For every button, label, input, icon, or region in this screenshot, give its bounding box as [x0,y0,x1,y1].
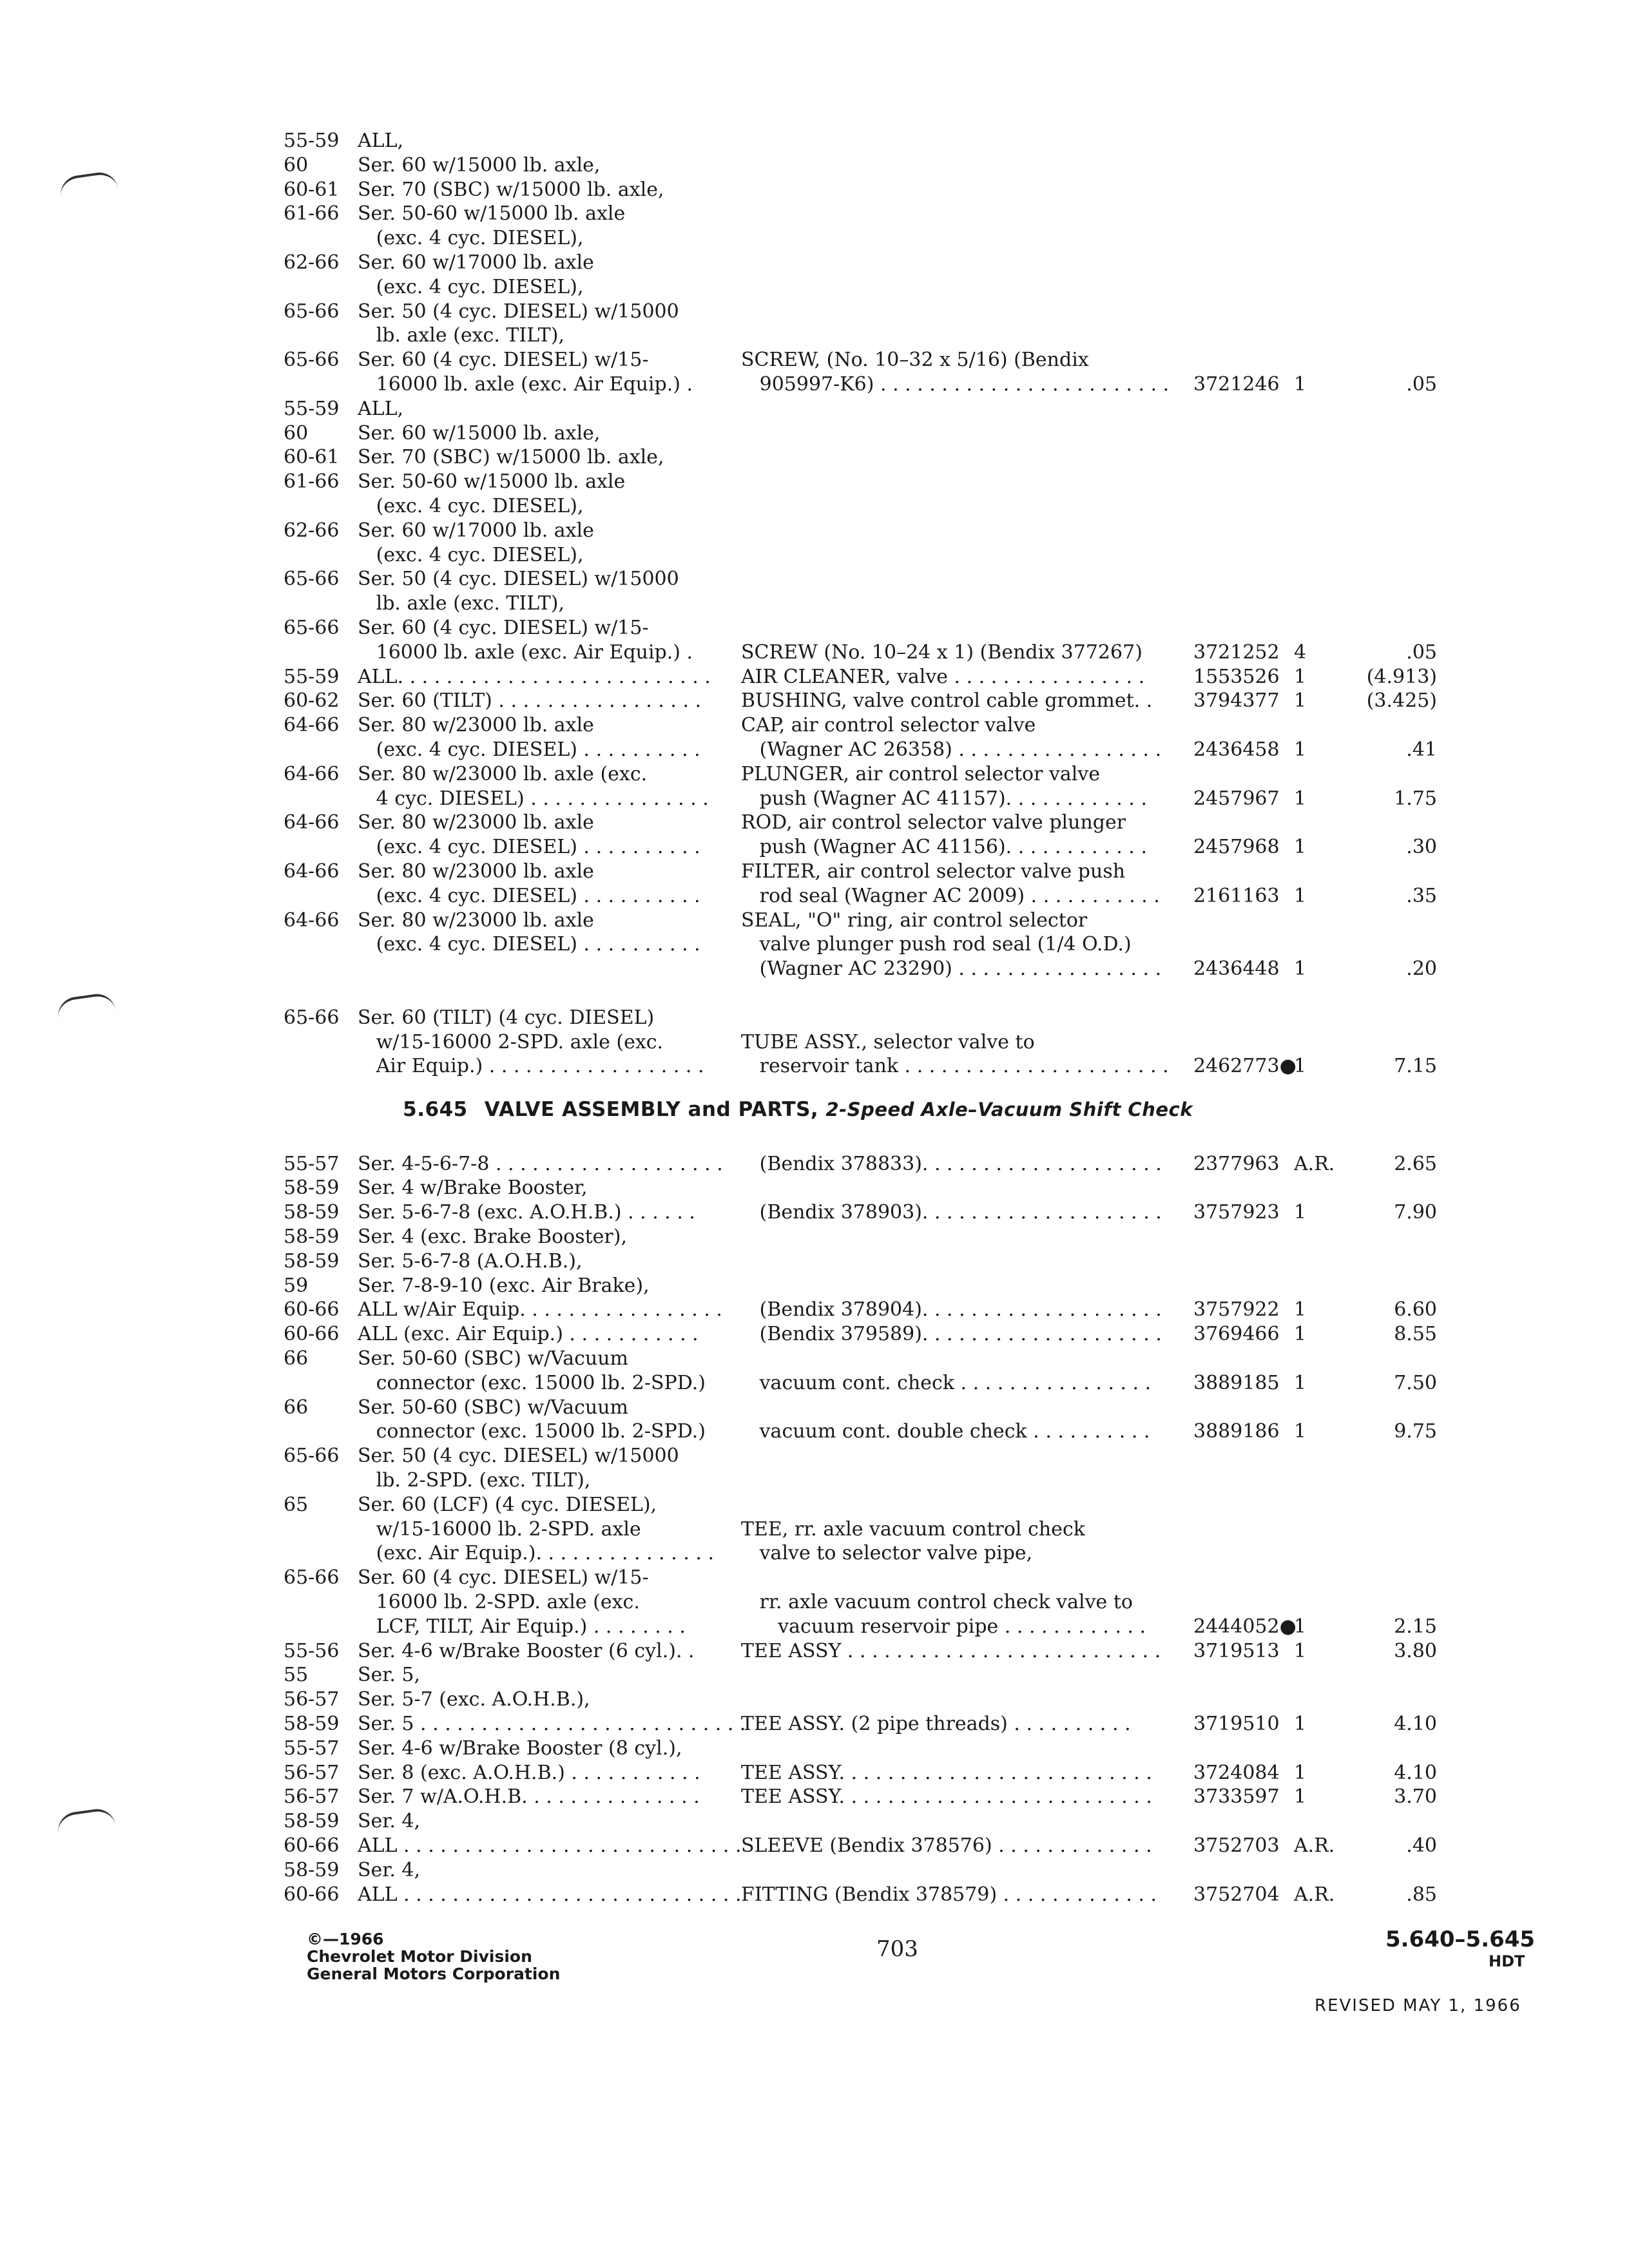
part-description: SCREW, (No. 10–32 x 5/16) (Bendix [741,349,1089,371]
quantity: 1 [1294,1201,1307,1224]
application-text: lb. axle (exc. TILT), [358,592,565,615]
part-description: TUBE ASSY., selector valve to [741,1031,1035,1053]
part-number: 3794377 [1193,689,1280,712]
part-description: 905997-K6) . . . . . . . . . . . . . . . . . . . . . . . . [741,373,1170,396]
quantity: A.R. [1294,1883,1335,1906]
model-years: 65-66 [284,1566,340,1589]
application-text: connector (exc. 15000 lb. 2-SPD.) [358,1372,706,1394]
application-text: Ser. 7 w/A.O.H.B. . . . . . . . . . . . . . . [358,1785,700,1808]
model-years: 60-61 [284,178,340,201]
application-text: ALL w/Air Equip. . . . . . . . . . . . . . . . . [358,1298,722,1321]
model-years: 64-66 [284,714,340,736]
application-text: (exc. 4 cyc. DIESEL) . . . . . . . . . . [358,836,700,858]
quantity: 1 [1294,1055,1307,1077]
application-text: Ser. 80 w/23000 lb. axle [358,909,594,932]
model-years: 55-57 [284,1153,340,1175]
application-text: Ser. 80 w/23000 lb. axle [358,811,594,834]
application-text: (exc. 4 cyc. DIESEL), [358,544,584,566]
application-text: Ser. 80 w/23000 lb. axle [358,860,594,883]
model-years: 64-66 [284,763,340,785]
application-text: 16000 lb. 2-SPD. axle (exc. [358,1591,640,1613]
part-description: valve to selector valve pipe, [741,1542,1033,1564]
application-text: Ser. 5 . . . . . . . . . . . . . . . . . . . . . . . . . . . [358,1713,746,1735]
part-number: 3752703 [1193,1834,1280,1857]
model-years: 60-61 [284,446,340,468]
section-heading [374,1075,1193,1144]
application-text: Ser. 5-6-7-8 (exc. A.O.H.B.) . . . . . . [358,1201,695,1224]
part-description: TEE ASSY. . . . . . . . . . . . . . . . . . . . . . . . . . [741,1785,1152,1808]
model-years: 62-66 [284,519,340,542]
model-years: 60-62 [284,689,340,712]
part-number: 2436458 [1193,738,1280,761]
part-description: vacuum cont. check . . . . . . . . . . . . . . . . [741,1372,1152,1394]
quantity: 1 [1294,787,1307,810]
application-text: ALL, [358,130,404,152]
part-description: TEE ASSY . . . . . . . . . . . . . . . . . . . . . . . . . . [741,1640,1161,1662]
application-text: Ser. 4 (exc. Brake Booster), [358,1225,627,1248]
model-years: 58-59 [284,1225,340,1248]
part-description: reservoir tank . . . . . . . . . . . . . . . . . . . . . . [741,1055,1169,1077]
application-text: w/15-16000 lb. 2-SPD. axle [358,1518,641,1541]
part-number: 2457968 [1193,836,1280,858]
application-text: Ser. 80 w/23000 lb. axle [358,714,594,736]
part-description: (Bendix 378903). . . . . . . . . . . . . . . . . . . . [741,1201,1162,1224]
part-number: 3719510 [1193,1713,1280,1735]
part-number: 3889186 [1193,1420,1280,1443]
part-description: vacuum cont. double check . . . . . . . . . . [741,1420,1150,1443]
part-description: ROD, air control selector valve plunger [741,811,1126,834]
section-title-main: VALVE ASSEMBLY and PARTS, [484,1098,826,1121]
quantity: A.R. [1294,1153,1335,1175]
quantity: 1 [1294,885,1307,907]
application-text: LCF, TILT, Air Equip.) . . . . . . . . [358,1615,686,1638]
model-years: 56-57 [284,1688,340,1711]
quantity: 1 [1294,957,1307,980]
part-description: SLEEVE (Bendix 378576) . . . . . . . . . . . . . [741,1834,1152,1857]
application-text: (exc. 4 cyc. DIESEL) . . . . . . . . . . [358,933,700,956]
part-number: 2462773● [1193,1055,1296,1077]
application-text: Ser. 80 w/23000 lb. axle (exc. [358,763,648,785]
punch-hole-mark [55,992,115,1019]
application-text: Ser. 60 w/17000 lb. axle [358,251,594,274]
model-years: 60-66 [284,1298,340,1321]
application-text: (exc. Air Equip.). . . . . . . . . . . . . . . [358,1542,715,1564]
application-text: w/15-16000 2-SPD. axle (exc. [358,1031,664,1053]
model-years: 58-59 [284,1177,340,1199]
model-years: 65-66 [284,617,340,639]
application-text: ALL, [358,398,404,420]
model-years: 55-59 [284,398,340,420]
model-years: 64-66 [284,811,340,834]
application-text: 16000 lb. axle (exc. Air Equip.) . [358,641,693,664]
revision-date: REVISED MAY 1, 1966 [1315,1996,1521,2015]
model-years: 58-59 [284,1250,340,1273]
part-description: vacuum reservoir pipe . . . . . . . . . . . . [741,1615,1146,1638]
model-years: 65-66 [284,568,340,590]
application-text: Ser. 4, [358,1859,421,1881]
part-description: TEE ASSY. (2 pipe threads) . . . . . . . . . . [741,1713,1131,1735]
application-text: Ser. 50 (4 cyc. DIESEL) w/15000 [358,1445,679,1467]
copyright-text: ©—1966 [307,1930,384,1948]
application-text: Ser. 50 (4 cyc. DIESEL) w/15000 [358,300,679,323]
application-text: Ser. 70 (SBC) w/15000 lb. axle, [358,178,664,201]
model-years: 65-66 [284,1006,340,1029]
application-text: Ser. 50 (4 cyc. DIESEL) w/15000 [358,568,679,590]
part-description: AIR CLEANER, valve . . . . . . . . . . . . . . . . [741,666,1145,688]
model-years: 55 [284,1664,309,1686]
quantity: 1 [1294,836,1307,858]
application-text: Air Equip.) . . . . . . . . . . . . . . . . . . [358,1055,704,1077]
model-years: 58-59 [284,1713,340,1735]
punch-hole-mark [55,1807,115,1834]
part-number: 3757923 [1193,1201,1280,1224]
part-number: 2457967 [1193,787,1280,810]
part-number: 3721246 [1193,373,1280,396]
application-text: Ser. 5-6-7-8 (A.O.H.B.), [358,1250,583,1273]
part-description: (Bendix 378904). . . . . . . . . . . . . . . . . . . . [741,1298,1162,1321]
application-text: Ser. 60 (4 cyc. DIESEL) w/15- [358,349,649,371]
quantity: 1 [1294,1640,1307,1662]
application-text: Ser. 60 w/15000 lb. axle, [358,422,601,445]
part-number: 3719513 [1193,1640,1280,1662]
quantity: 1 [1294,1298,1307,1321]
model-years: 55-59 [284,130,340,152]
model-years: 60 [284,154,309,177]
application-text: Ser. 4, [358,1810,421,1832]
model-years: 65-66 [284,1445,340,1467]
application-text: (exc. 4 cyc. DIESEL), [358,495,584,517]
model-years: 55-59 [284,666,340,688]
corporation-text: General Motors Corporation [307,1965,561,1983]
application-text: ALL. . . . . . . . . . . . . . . . . . . . . . . . . . [358,666,711,688]
model-years: 58-59 [284,1859,340,1881]
part-number: 2436448 [1193,957,1280,980]
model-years: 55-56 [284,1640,340,1662]
model-years: 59 [284,1274,309,1297]
application-text: lb. 2-SPD. (exc. TILT), [358,1469,591,1492]
application-text: Ser. 50-60 (SBC) w/Vacuum [358,1396,628,1419]
application-text: ALL . . . . . . . . . . . . . . . . . . . . . . . . . . . . [358,1834,742,1857]
quantity: 1 [1294,1420,1307,1443]
model-years: 56-57 [284,1785,340,1808]
model-years: 65-66 [284,300,340,323]
application-text: Ser. 8 (exc. A.O.H.B.) . . . . . . . . . . . [358,1762,700,1784]
part-description: PLUNGER, air control selector valve [741,763,1101,785]
application-text: Ser. 4-6 w/Brake Booster (6 cyl.). . [358,1640,695,1662]
part-number: 2444052● [1193,1615,1296,1638]
section-title-sub: 2-Speed Axle–Vacuum Shift Check [825,1099,1193,1120]
catalog-code: HDT [1489,1952,1525,1970]
part-description: valve plunger push rod seal (1/4 O.D.) [741,933,1132,956]
part-number: 3724084 [1193,1762,1280,1784]
quantity: 1 [1294,689,1307,712]
quantity: 1 [1294,1372,1307,1394]
model-years: 64-66 [284,860,340,883]
model-years: 64-66 [284,909,340,932]
application-text: Ser. 60 (4 cyc. DIESEL) w/15- [358,1566,649,1589]
model-years: 58-59 [284,1201,340,1224]
model-years: 66 [284,1347,309,1370]
model-years: 55-57 [284,1737,340,1760]
part-description: TEE, rr. axle vacuum control check [741,1518,1085,1541]
quantity: 1 [1294,1615,1307,1638]
application-text: Ser. 60 (TILT) . . . . . . . . . . . . . . . . . [358,689,702,712]
application-text: (exc. 4 cyc. DIESEL) . . . . . . . . . . [358,738,700,761]
part-number: 3889185 [1193,1372,1280,1394]
quantity: 1 [1294,1323,1307,1345]
part-description: FITTING (Bendix 378579) . . . . . . . . . . . . . [741,1883,1157,1906]
quantity: 1 [1294,1713,1307,1735]
model-years: 66 [284,1396,309,1419]
application-text: Ser. 60 (LCF) (4 cyc. DIESEL), [358,1494,657,1516]
part-description: (Bendix 379589). . . . . . . . . . . . . . . . . . . . [741,1323,1162,1345]
application-text: Ser. 60 (TILT) (4 cyc. DIESEL) [358,1006,655,1029]
model-years: 61-66 [284,202,340,225]
part-description: CAP, air control selector valve [741,714,1036,736]
part-description: SCREW (No. 10–24 x 1) (Bendix 377267) [741,641,1142,664]
application-text: Ser. 4-5-6-7-8 . . . . . . . . . . . . . . . . . . . [358,1153,723,1175]
model-years: 58-59 [284,1810,340,1832]
page-number: 703 [876,1936,918,1962]
part-description: push (Wagner AC 41157). . . . . . . . . . . . [741,787,1147,810]
model-years: 65 [284,1494,309,1516]
application-text: Ser. 50-60 (SBC) w/Vacuum [358,1347,628,1370]
part-number: 3721252 [1193,641,1280,664]
application-text: 16000 lb. axle (exc. Air Equip.) . [358,373,693,396]
application-text: Ser. 60 (4 cyc. DIESEL) w/15- [358,617,649,639]
section-number: 5.645 [403,1098,468,1121]
application-text: connector (exc. 15000 lb. 2-SPD.) [358,1420,706,1443]
application-text: Ser. 5-7 (exc. A.O.H.B.), [358,1688,590,1711]
section-range: 5.640–5.645 [1385,1927,1536,1952]
model-years: 60 [284,422,309,445]
part-description: push (Wagner AC 41156). . . . . . . . . . . . [741,836,1147,858]
application-text: Ser. 70 (SBC) w/15000 lb. axle, [358,446,664,468]
part-description: (Wagner AC 26358) . . . . . . . . . . . . . . . . . [741,738,1162,761]
quantity: 1 [1294,666,1307,688]
application-text: Ser. 5, [358,1664,421,1686]
model-years: 60-66 [284,1834,340,1857]
part-description: rod seal (Wagner AC 2009) . . . . . . . . . . . [741,885,1160,907]
quantity: 1 [1294,1785,1307,1808]
model-years: 65-66 [284,349,340,371]
part-description: (Wagner AC 23290) . . . . . . . . . . . . . . . . . [741,957,1162,980]
application-text: ALL (exc. Air Equip.) . . . . . . . . . . . [358,1323,699,1345]
application-text: Ser. 50-60 w/15000 lb. axle [358,202,626,225]
part-description: (Bendix 378833). . . . . . . . . . . . . . . . . . . . [741,1153,1162,1175]
part-description: rr. axle vacuum control check valve to [741,1591,1133,1613]
catalog-page: 55-59 ALL, 60 Ser. 60 w/15000 lb. axle, 60-61 Ser. 70 (SBC) w/15000 lb. axle, 61-66 Ser. 50-60 w/15000 lb. axle (exc. 4 cyc. DIESEL), 62-66 Ser. 60 w/17000 lb. axle (exc. 4 cyc. DIESEL), 65-66 Ser. 50 (4 cyc. DIESEL) w/15000 lb. axle (exc. TILT), 65-66 Ser. 60 (4 cyc. DIESEL) w/15- SCREW, (No. 10–32 x 5/16) (Bendix 16000 lb. axle (exc. Air Equip.) . 905997-K6) . . . . . . . . . . . . . . . . . . . . . . . . 3721246 1 .05 55-59 ALL, 60 Ser. 60 w/15000 lb. axle, 60-61 Ser. 70 (SBC) w/15000 lb. axle, 61-66 Ser. 50-60 w/15000 lb. axle (exc. 4 cyc. DIESEL), 62-66 Ser. 60 w/17000 lb. axle (exc. 4 cyc. DIESEL), 65-66 Ser. 50 (4 cyc. DIESEL) w/15000 lb. axle (exc. TILT), 65-66 Ser. 60 (4 cyc. DIESEL) w/15- 16000 lb. axle (exc. Air Equip.) . SCREW (No. 10–24 x 1) (Bendix 377267) 3721252 4 .05 55-59 ALL. . . . . . . . . . . . . . . . . . . . . . . . . . AIR CLEANER, valve . . . . . . . . . . . . . . . . 1553526 1 (4.913) 60-62 Ser. 60 (TILT) . . . . . . . . . . . . . . . . . BUSHING, valve control cable grommet. . 3794377 1 (3.425) 64-66 Ser. 80 w/23000 lb. axle CAP, air control selector valve (exc. 4 cyc. DIESEL) . . . . . . . . . . (Wagner AC 26358) . . . . . . . . . . . . . . . . . 2436458 1 .41 64-66 Ser. 80 w/23000 lb. axle (exc. PLUNGER, air control selector valve 4 cyc. DIESEL) . . . . . . . . . . . . . . . push (Wagner AC 41157). . . . . . . . . . . . 2457967 1 1.75 64-66 Ser. 80 w/23000 lb. axle ROD, air control selector valve plunger (exc. 4 cyc. DIESEL) . . . . . . . . . . push (Wagner AC 41156). . . . . . . . . . . . 2457968 1 .30 64-66 Ser. 80 w/23000 lb. axle FILTER, air control selector valve push (exc. 4 cyc. DIESEL) . . . . . . . . . . rod seal (Wagner AC 2009) . . . . . . . . . . . 2161163 1 .35 64-66 Ser. 80 w/23000 lb. axle SEAL, "O" ring, air control selector (exc. 4 cyc. DIESEL) . . . . . . . . . . valve plunger push rod seal (1/4 O.D.) (Wagner AC 23290) . . . . . . . . . . . . . . . . . 2436448 1 .20 65-66 Ser. 60 (TILT) (4 cyc. DIESEL) w/15-16000 2-SPD. axle (exc. TUBE ASSY., selector valve to Air Equip.) . . . . . . . . . . . . . . . . . . reservoir tank . . . . . . . . . . . . . . . . . . . . . . 2462773● 1 7.15 55-57 Ser. 4-5-6-7-8 . . . . . . . . . . . . . . . . . . . (Bendix 378833). . . . . . . . . . . . . . . . . . . . 2377963 A.R. 2.65 58-59 Ser. 4 w/Brake Booster, 58-59 Ser. 5-6-7-8 (exc. A.O.H.B.) . . . . . . (Bendix 378903). . . . . . . . . . . . . . . . . . . . 3757923 1 7.90 58-59 Ser. 4 (exc. Brake Booster), 58-59 Ser. 5-6-7-8 (A.O.H.B.), 59 Ser. 7-8-9-10 (exc. Air Brake), 60-66 ALL w/Air Equip. . . . . . . . . . . . . . . . . (Bendix 378904). . . . . . . . . . . . . . . . . . . . 3757922 1 6.60 60-66 ALL (exc. Air Equip.) . . . . . . . . . . . (Bendix 379589). . . . . . . . . . . . . . . . . . . . 3769466 1 8.55 66 Ser. 50-60 (SBC) w/Vacuum connector (exc. 15000 lb. 2-SPD.) vacuum cont. check . . . . . . . . . . . . . . . . 3889185 1 7.50 66 Ser. 50-60 (SBC) w/Vacuum connector (exc. 15000 lb. 2-SPD.) vacuum cont. double check . . . . . . . . . . 3889186 1 9.75 65-66 Ser. 50 (4 cyc. DIESEL) w/15000 lb. 2-SPD. (exc. TILT), 65 Ser. 60 (LCF) (4 cyc. DIESEL), w/15-16000 lb. 2-SPD. axle TEE, rr. axle vacuum control check (exc. Air Equip.). . . . . . . . . . . . . . . valve to selector valve pipe, 65-66 Ser. 60 (4 cyc. DIESEL) w/15- 16000 lb. 2-SPD. axle (exc. rr. axle vacuum control check valve to LCF, TILT, Air Equip.) . . . . . . . . vacuum reservoir pipe . . . . . . . . . . . . 2444052● 1 2.15 55-56 Ser. 4-6 w/Brake Booster (6 cyl.). . TEE ASSY . . . . . . . . . . . . . . . . . . . . . . . . . . 3719513 1 3.80 55 Ser. 5, 56-57 Ser. 5-7 (exc. A.O.H.B.), 58-59 Ser. 5 . . . . . . . . . . . . . . . . . . . . . . . . . . . TEE ASSY. (2 pipe threads) . . . . . . . . . . 3719510 1 4.10 55-57 Ser. 4-6 w/Brake Booster (8 cyl.), 56-57 Ser. 8 (exc. A.O.H.B.) . . . . . . . . . . . TEE ASSY. . . . . . . . . . . . . . . . . . . . . . . . . . 3724084 1 4.10 56-57 Ser. 7 w/A.O.H.B. . . . . . . . . . . . . . . TEE ASSY. . . . . . . . . . . . . . . . . . . . . . . . . . 3733597 1 3.70 58-59 Ser. 4, 60-66 ALL . . . . . . . . . . . . . . . . . . . . . . . . . . . . SLEEVE (Bendix 378576) . . . . . . . . . . . . . 3752703 A.R. .40 58-59 Ser. 4, 60-66 ALL . . . . . . . . . . . . . . . . . . . . . . . . . . . . FITTING (Bendix 378579) . . . . . . . . . . . . . 3752704 A.R. .85 5.645 VALVE ASSEMBLY and PARTS, 2-Speed Axle–Vacuum Shift Check ©—1966 Chevrolet Motor Division General Motors Corporation 703 5.640–5.645 HDT REVISED MAY 1, 1966 [0,0,1629,2268]
quantity: 1 [1294,373,1307,396]
quantity: 1 [1294,1762,1307,1784]
application-text: Ser. 60 w/15000 lb. axle, [358,154,601,177]
model-years: 56-57 [284,1762,340,1784]
part-number: 3733597 [1193,1785,1280,1808]
application-text: Ser. 60 w/17000 lb. axle [358,519,594,542]
punch-hole-mark [58,170,118,197]
part-number: 2377963 [1193,1153,1280,1175]
model-years: 60-66 [284,1883,340,1906]
part-description: BUSHING, valve control cable grommet. . [741,689,1153,712]
part-number: 3769466 [1193,1323,1280,1345]
model-years: 62-66 [284,251,340,274]
part-number: 1553526 [1193,666,1280,688]
application-text: (exc. 4 cyc. DIESEL), [358,276,584,298]
application-text: 4 cyc. DIESEL) . . . . . . . . . . . . . . . [358,787,709,810]
division-text: Chevrolet Motor Division [307,1947,532,1966]
part-description: TEE ASSY. . . . . . . . . . . . . . . . . . . . . . . . . . [741,1762,1152,1784]
application-text: lb. axle (exc. TILT), [358,324,565,347]
application-text: Ser. 4 w/Brake Booster, [358,1177,588,1199]
model-years: 60-66 [284,1323,340,1345]
application-text: ALL . . . . . . . . . . . . . . . . . . . . . . . . . . . . [358,1883,742,1906]
application-text: (exc. 4 cyc. DIESEL) . . . . . . . . . . [358,885,700,907]
part-number: 3757922 [1193,1298,1280,1321]
application-text: (exc. 4 cyc. DIESEL), [358,227,584,249]
part-description: FILTER, air control selector valve push [741,860,1126,883]
application-text: Ser. 7-8-9-10 (exc. Air Brake), [358,1274,650,1297]
part-number: 3752704 [1193,1883,1280,1906]
quantity: 4 [1294,641,1307,664]
part-number: 2161163 [1193,885,1280,907]
model-years: 61-66 [284,470,340,493]
application-text: Ser. 4-6 w/Brake Booster (8 cyl.), [358,1737,682,1760]
application-text: Ser. 50-60 w/15000 lb. axle [358,470,626,493]
quantity: 1 [1294,738,1307,761]
part-description: SEAL, "O" ring, air control selector [741,909,1088,932]
quantity: A.R. [1294,1834,1335,1857]
